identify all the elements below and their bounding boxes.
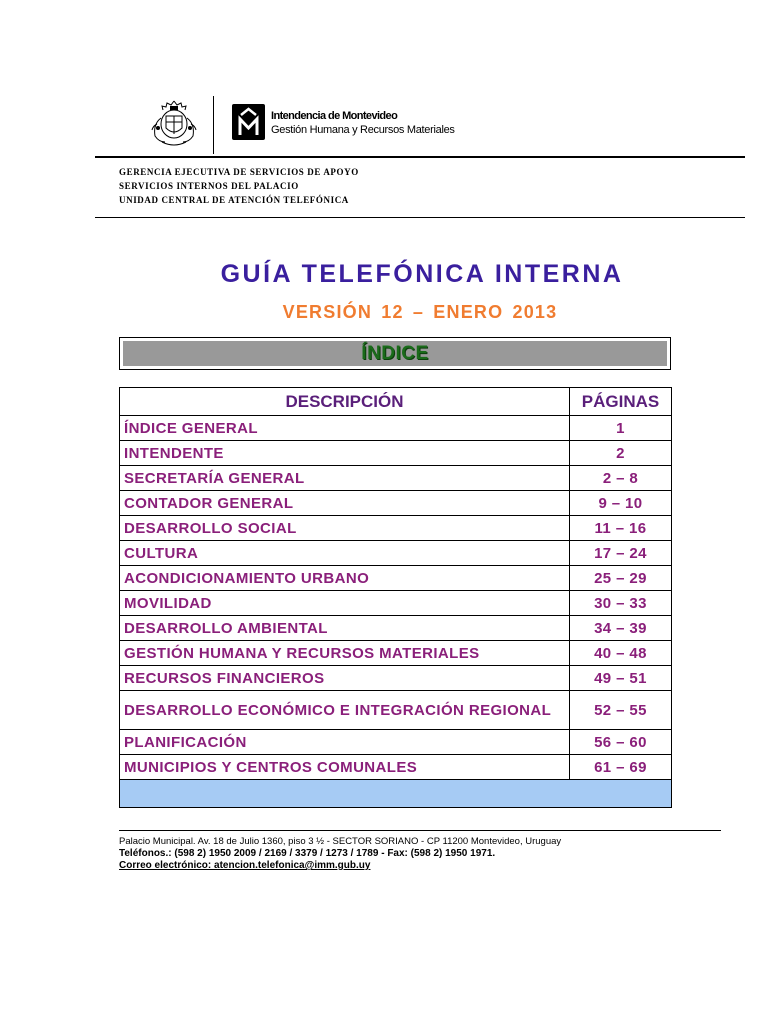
- row-pages: 1: [570, 416, 672, 441]
- row-pages: 40 – 48: [570, 641, 672, 666]
- row-description: CULTURA: [120, 541, 570, 566]
- table-row: [120, 566, 672, 591]
- footer-address: Palacio Municipal. Av. 18 de Julio 1360, piso 3 ½ - SECTOR SORIANO - CP 11200 Montevideo, Uruguay: [119, 836, 562, 847]
- index-table: [119, 387, 672, 808]
- org-name: Intendencia de Montevideo: [271, 110, 398, 122]
- table-row: [120, 691, 672, 730]
- department-line: SERVICIOS INTERNOS DEL PALACIO: [119, 181, 299, 191]
- table-row: [120, 641, 672, 666]
- col-pages-header: PÁGINAS: [570, 388, 672, 416]
- row-description: ÍNDICE GENERAL: [120, 416, 570, 441]
- row-description: DESARROLLO SOCIAL: [120, 516, 570, 541]
- row-pages: 11 – 16: [570, 516, 672, 541]
- row-pages: 56 – 60: [570, 730, 672, 755]
- document-title: GUÍA TELEFÓNICA INTERNA: [220, 260, 624, 288]
- table-row: [120, 516, 672, 541]
- coat-of-arms-icon: [148, 98, 200, 148]
- table-filler-row: [120, 780, 672, 808]
- row-description: CONTADOR GENERAL: [120, 491, 570, 516]
- row-pages: 2 – 8: [570, 466, 672, 491]
- row-pages: 2: [570, 441, 672, 466]
- table-row: [120, 755, 672, 780]
- table-row: [120, 441, 672, 466]
- row-description: SECRETARÍA GENERAL: [120, 466, 570, 491]
- row-pages: 17 – 24: [570, 541, 672, 566]
- col-description-header: DESCRIPCIÓN: [120, 388, 570, 416]
- row-description: PLANIFICACIÓN: [120, 730, 570, 755]
- row-pages: 61 – 69: [570, 755, 672, 780]
- header-rule-bottom: [95, 217, 745, 218]
- footer-rule: [119, 830, 721, 831]
- row-pages: 52 – 55: [570, 691, 672, 730]
- row-description: GESTIÓN HUMANA Y RECURSOS MATERIALES: [120, 641, 570, 666]
- row-description: INTENDENTE: [120, 441, 570, 466]
- table-row: [120, 541, 672, 566]
- table-row: [120, 666, 672, 691]
- table-row: [120, 730, 672, 755]
- table-row: [120, 591, 672, 616]
- montevideo-m-logo-icon: [232, 104, 265, 140]
- row-description: DESARROLLO ECONÓMICO E INTEGRACIÓN REGIONAL: [120, 691, 570, 730]
- table-row: [120, 416, 672, 441]
- index-heading-box: [119, 337, 671, 370]
- table-header-row: [120, 388, 672, 416]
- table-row: [120, 466, 672, 491]
- row-pages: 34 – 39: [570, 616, 672, 641]
- footer-email[interactable]: Correo electrónico: atencion.telefonica@imm.gub.uy: [119, 860, 371, 871]
- department-line: UNIDAD CENTRAL DE ATENCIÓN TELEFÓNICA: [119, 195, 349, 205]
- header-rule-top: [95, 156, 745, 158]
- row-pages: 9 – 10: [570, 491, 672, 516]
- row-description: RECURSOS FINANCIEROS: [120, 666, 570, 691]
- index-heading: ÍNDICE: [361, 342, 429, 364]
- row-pages: 30 – 33: [570, 591, 672, 616]
- org-subtitle: Gestión Humana y Recursos Materiales: [271, 124, 455, 136]
- document-version: VERSIÓN 12 – ENERO 2013: [282, 302, 558, 322]
- filler-cell: [120, 780, 672, 808]
- row-description: MOVILIDAD: [120, 591, 570, 616]
- table-row: [120, 616, 672, 641]
- table-row: [120, 491, 672, 516]
- header-divider: [213, 96, 214, 154]
- row-description: ACONDICIONAMIENTO URBANO: [120, 566, 570, 591]
- row-pages: 25 – 29: [570, 566, 672, 591]
- footer-phones: Teléfonos.: (598 2) 1950 2009 / 2169 / 3379 / 1273 / 1789 - Fax: (598 2) 1950 1971.: [119, 848, 496, 859]
- row-pages: 49 – 51: [570, 666, 672, 691]
- index-heading-bar: [123, 341, 667, 366]
- row-description: MUNICIPIOS Y CENTROS COMUNALES: [120, 755, 570, 780]
- department-line: GERENCIA EJECUTIVA DE SERVICIOS DE APOYO: [119, 167, 359, 177]
- row-description: DESARROLLO AMBIENTAL: [120, 616, 570, 641]
